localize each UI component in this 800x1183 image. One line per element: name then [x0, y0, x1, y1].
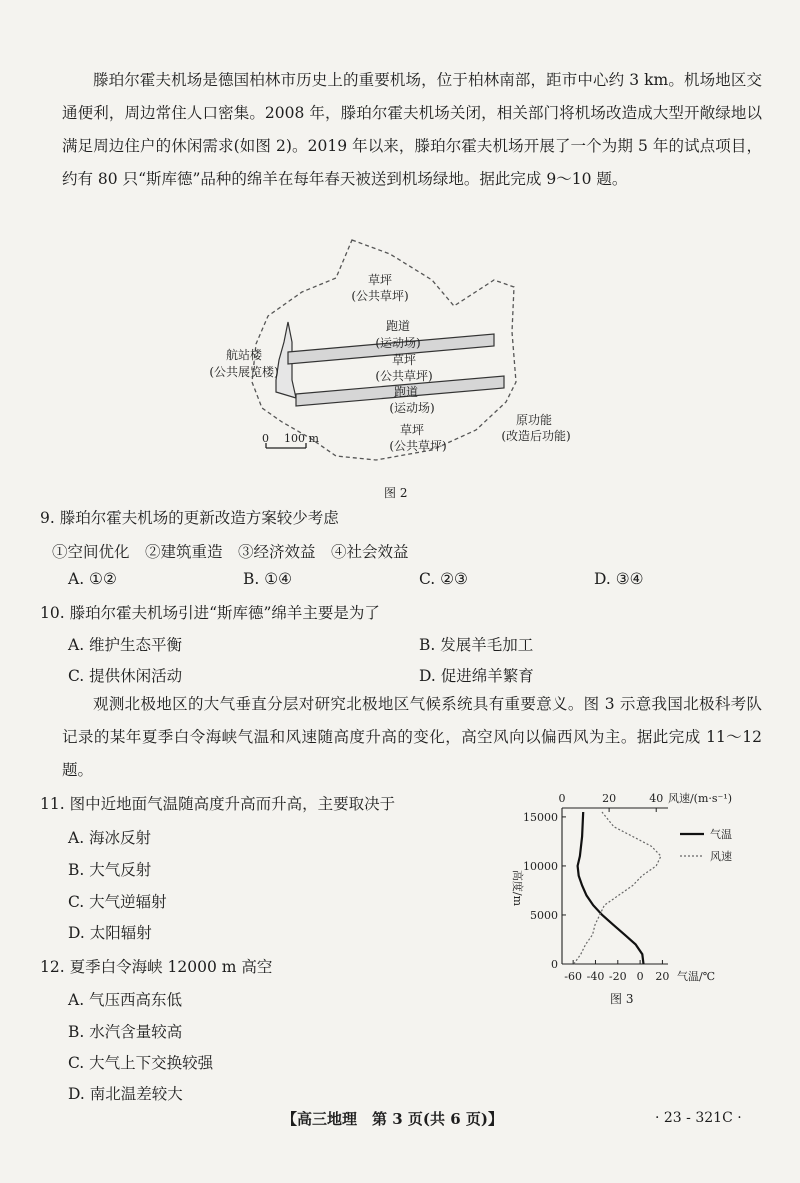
grass-top-sublabel: (公共草坪): [351, 289, 409, 303]
runway-1-sublabel: (运动场): [375, 336, 421, 350]
terminal-label: 航站楼: [225, 348, 263, 362]
figure-2-caption: 图 2: [384, 486, 408, 500]
terminal-sublabel: (公共展览楼): [209, 365, 279, 379]
q12-option-d[interactable]: D. 南北温差较大: [68, 1085, 183, 1103]
intro-paragraph-1: 滕珀尔霍夫机场是德国柏林市历史上的重要机场，位于柏林南部，距市中心约 3 km。机场地区交通便利，周边常住人口密集。2008 年，滕珀尔霍夫机场关闭，相关部门将机场改造成大型开敞绿地以满足周边住户的休闲需求(如图 2)。2019 年以来，滕珀尔霍夫机场开展了一个为期 5 年的试点项目，约有 80 只“斯库德”品种的绵羊在每年春天被送到机场绿地。据此完成 9～10 题。: [62, 71, 762, 188]
footer-title: 【高三地理 第 3 页(共 6 页)】: [282, 1110, 503, 1128]
runway-2-sublabel: (运动场): [389, 401, 435, 415]
top-tick-label: 40: [649, 792, 664, 805]
grass-bottom-label: 草坪: [399, 423, 425, 437]
figure-3-caption: 图 3: [610, 992, 634, 1006]
q12-stem: 12. 夏季白令海峡 12000 m 高空: [40, 958, 273, 976]
q12-option-b[interactable]: B. 水汽含量较高: [68, 1023, 183, 1041]
q10-option-a[interactable]: A. 维护生态平衡: [68, 636, 183, 654]
bottom-tick-label: -20: [608, 970, 627, 983]
grass-mid-label: 草坪: [391, 353, 417, 367]
q9-items: ①空间优化 ②建筑重造 ③经济效益 ④社会效益: [52, 543, 409, 561]
q11-stem: 11. 图中近地面气温随高度升高而升高，主要取决于: [40, 795, 396, 813]
q10-option-c[interactable]: C. 提供休闲活动: [68, 667, 183, 685]
temperature-series: [578, 812, 644, 964]
q9-option-a[interactable]: A. ①②: [68, 570, 117, 588]
bottom-tick-label: -40: [586, 970, 605, 983]
top-tick-label: 20: [602, 792, 617, 805]
q11-option-a[interactable]: A. 海冰反射: [68, 829, 152, 847]
legend-label: 气温: [710, 828, 732, 841]
figure-2-map: [0, 232, 800, 472]
wind-speed-series: [574, 812, 661, 964]
y-tick-label: 5000: [530, 908, 558, 922]
q10-option-b[interactable]: B. 发展羊毛加工: [419, 636, 534, 654]
bottom-tick-label: 20: [655, 970, 670, 983]
legend-original-function: 原功能: [515, 413, 553, 427]
q10-option-d[interactable]: D. 促进绵羊繁育: [419, 667, 534, 685]
runway-1-label: 跑道: [385, 319, 411, 333]
q11-option-c[interactable]: C. 大气逆辐射: [68, 893, 167, 911]
y-axis-label: 高度/m: [511, 869, 524, 907]
q9-stem: 9. 滕珀尔霍夫机场的更新改造方案较少考虑: [40, 509, 339, 527]
q10-stem: 10. 滕珀尔霍夫机场引进“斯库德”绵羊主要是为了: [40, 604, 380, 622]
y-tick-label: 10000: [523, 859, 558, 873]
legend-label: 风速: [710, 850, 732, 863]
bottom-axis-label: 气温/℃: [676, 970, 716, 983]
y-tick-label: 15000: [523, 810, 558, 824]
q9-option-b[interactable]: B. ①④: [243, 570, 293, 588]
q9-option-d[interactable]: D. ③④: [594, 570, 644, 588]
q12-option-a[interactable]: A. 气压西高东低: [68, 991, 183, 1009]
grass-mid-sublabel: (公共草坪): [375, 369, 433, 383]
footer-code: · 23 - 321C ·: [655, 1110, 742, 1126]
q9-option-c[interactable]: C. ②③: [419, 570, 468, 588]
scale-zero: 0: [262, 432, 269, 445]
top-axis-label: 风速/(m·s⁻¹): [667, 792, 733, 805]
intro-paragraph-2: 观测北极地区的大气垂直分层对研究北极地区气候系统具有重要意义。图 3 示意我国北极科考队记录的某年夏季白令海峡气温和风速随高度升高的变化，高空风向以偏西风为主。据此完成 11～12 题。: [62, 695, 762, 779]
runway-2-label: 跑道: [393, 385, 419, 399]
y-tick-label: 0: [551, 958, 558, 971]
top-tick-label: 0: [558, 792, 566, 805]
bottom-tick-label: 0: [636, 970, 644, 983]
q12-option-c[interactable]: C. 大气上下交换较强: [68, 1054, 214, 1072]
q11-option-b[interactable]: B. 大气反射: [68, 861, 152, 879]
scale-100m: 100 m: [284, 432, 319, 445]
bottom-tick-label: -60: [564, 970, 583, 983]
q11-option-d[interactable]: D. 太阳辐射: [68, 924, 152, 942]
grass-bottom-sublabel: (公共草坪): [389, 439, 447, 453]
legend-new-function: (改造后功能): [501, 429, 571, 443]
grass-top-label: 草坪: [367, 273, 393, 287]
